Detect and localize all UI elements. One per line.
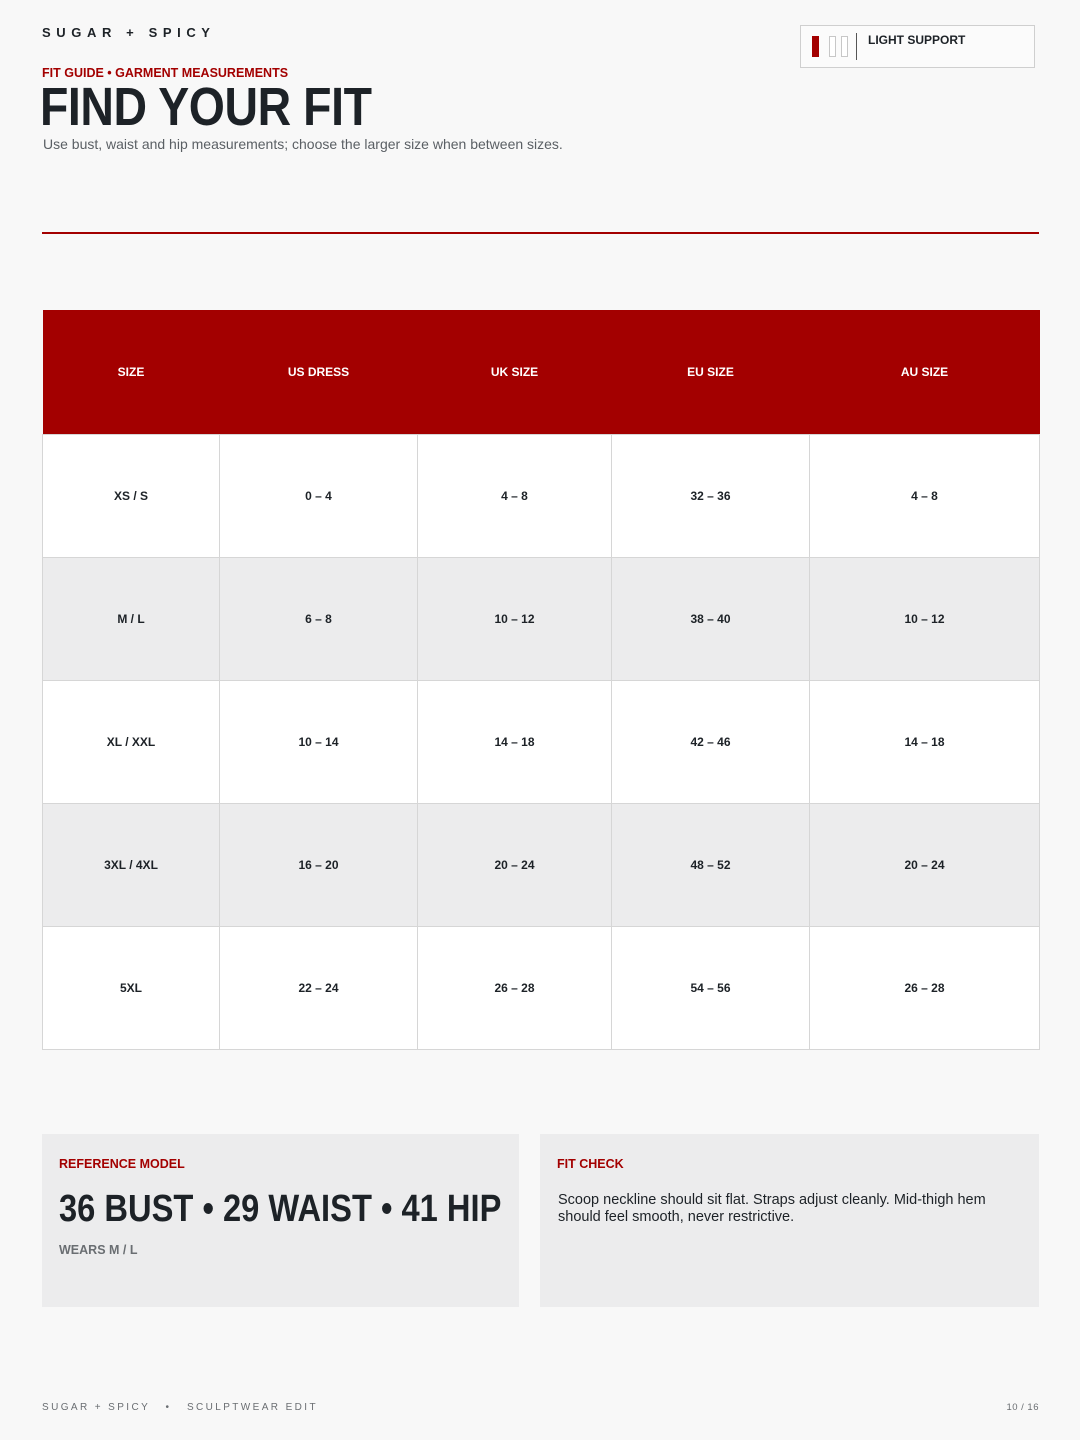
uk-size-cell: 14 – 18: [418, 681, 612, 804]
column-header-size: SIZE: [43, 310, 220, 435]
us-dress-cell: 22 – 24: [220, 927, 418, 1050]
column-header-eu-size: EU SIZE: [612, 310, 810, 435]
eu-size-cell: 32 – 36: [612, 435, 810, 558]
support-divider: [856, 33, 857, 60]
reference-model-measurements: 36 BUST • 29 WAIST • 41 HIP: [59, 1188, 502, 1230]
au-size-cell: 4 – 8: [810, 435, 1040, 558]
support-bar-1: [812, 36, 819, 57]
page-title: FIND YOUR FIT: [40, 77, 372, 137]
reference-model-card: [42, 1134, 519, 1307]
table-row: [43, 681, 1040, 804]
support-label: LIGHT SUPPORT: [868, 33, 966, 47]
fit-check-card: [540, 1134, 1039, 1307]
page-number: 10 / 16: [1006, 1402, 1039, 1413]
table-row: [43, 558, 1040, 681]
eu-size-cell: 48 – 52: [612, 804, 810, 927]
table-row: [43, 435, 1040, 558]
size-chart-table: [42, 310, 1040, 1050]
eu-size-cell: 38 – 40: [612, 558, 810, 681]
uk-size-cell: 26 – 28: [418, 927, 612, 1050]
us-dress-cell: 10 – 14: [220, 681, 418, 804]
support-bar-3: [841, 36, 848, 57]
au-size-cell: 26 – 28: [810, 927, 1040, 1050]
reference-model-size: WEARS M / L: [59, 1243, 138, 1257]
uk-size-cell: 10 – 12: [418, 558, 612, 681]
table-row: [43, 927, 1040, 1050]
us-dress-cell: 16 – 20: [220, 804, 418, 927]
eu-size-cell: 54 – 56: [612, 927, 810, 1050]
brand-wordmark: SUGAR + SPICY: [42, 25, 216, 40]
footer-brand-line: SUGAR + SPICY • SCULPTWEAR EDIT: [42, 1402, 318, 1413]
us-dress-cell: 6 – 8: [220, 558, 418, 681]
page-subtitle: Use bust, waist and hip measurements; choose the larger size when between sizes.: [43, 136, 563, 152]
reference-model-title: REFERENCE MODEL: [59, 1157, 185, 1171]
size-cell: XS / S: [43, 435, 220, 558]
au-size-cell: 14 – 18: [810, 681, 1040, 804]
au-size-cell: 20 – 24: [810, 804, 1040, 927]
column-header-au-size: AU SIZE: [810, 310, 1040, 435]
column-header-uk-size: UK SIZE: [418, 310, 612, 435]
au-size-cell: 10 – 12: [810, 558, 1040, 681]
uk-size-cell: 4 – 8: [418, 435, 612, 558]
us-dress-cell: 0 – 4: [220, 435, 418, 558]
table-row: [43, 804, 1040, 927]
fit-check-title: FIT CHECK: [557, 1157, 624, 1171]
uk-size-cell: 20 – 24: [418, 804, 612, 927]
size-cell: M / L: [43, 558, 220, 681]
section-eyebrow: FIT GUIDE • GARMENT MEASUREMENTS: [42, 66, 289, 80]
support-bar-2: [829, 36, 836, 57]
size-cell: XL / XXL: [43, 681, 220, 804]
support-level-badge: [800, 25, 1035, 68]
size-cell: 3XL / 4XL: [43, 804, 220, 927]
eu-size-cell: 42 – 46: [612, 681, 810, 804]
column-header-us-dress: US DRESS: [220, 310, 418, 435]
accent-divider: [42, 232, 1039, 234]
size-cell: 5XL: [43, 927, 220, 1050]
table-header-row: [43, 310, 1040, 435]
fit-check-text: Scoop neckline should sit flat. Straps adjust cleanly. Mid-thigh hem should feel smooth, never restrictive.: [558, 1192, 986, 1225]
